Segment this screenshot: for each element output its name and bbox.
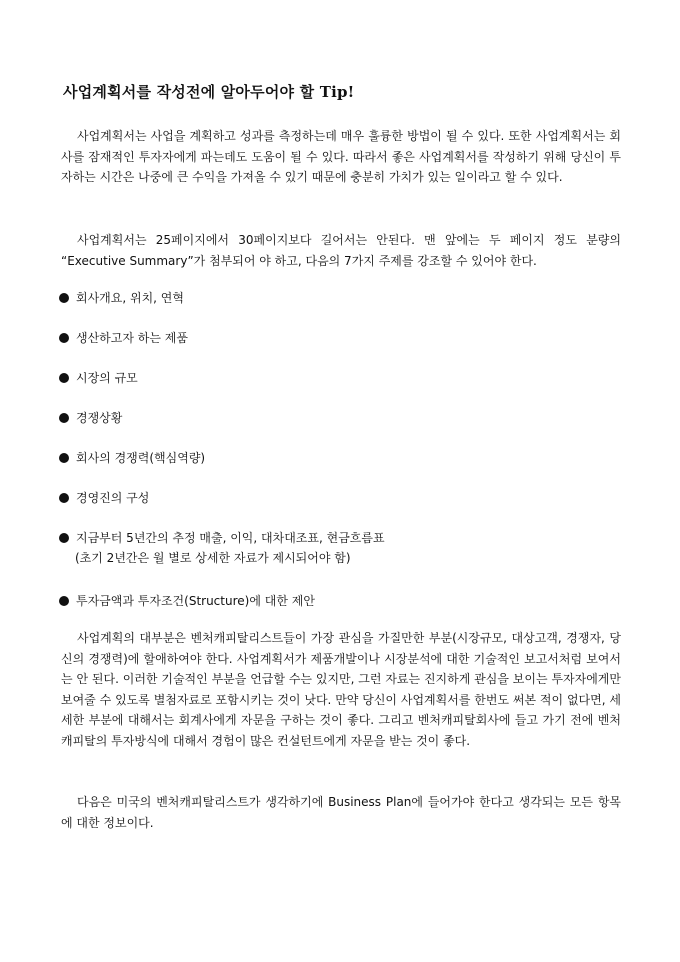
bullet-dot-icon (59, 453, 69, 463)
bullet-dot-icon (59, 413, 69, 423)
paragraph-focus-areas: 사업계획의 대부분은 벤처캐피탈리스트들이 가장 관심을 가질만한 부분(시장규모, 대상고객, 경쟁자, 당신의 경쟁력)에 할애하여야 한다. 사업계획서가 제품개발이나 시장분석에 대한 기술적인 보고서처럼 보여서는 안 된다. 이러한 기술적인 부분을 언급할 수는 있지만, 그런 자료는 진지하게 관심을 보이는 투자자에게만 보여줄 수 있도록 별첨자료로 포함시키는 것이 낫다. 만약 당신이 사업계획서를 한번도 써본 적이 없다면, 세세한 부분에 대해서는 회계사에게 자문을 구하는 것이 좋다. 그리고 벤처캐피탈회사에 들고 가기 전에 벤처캐피탈의 투자방식에 대해서 경험이 많은 컨설턴트에게 자문을 받는 것이 좋다. (61, 631, 621, 748)
bullet-text: 회사의 경쟁력(핵심역량) (76, 451, 206, 465)
bullet-dot-icon (59, 493, 69, 503)
paragraph-closing: 다음은 미국의 벤처캐피탈리스트가 생각하기에 Business Plan에 들어가야 한다고 생각되는 모든 항목에 대한 정보이다. (61, 795, 621, 830)
bullet-item (59, 368, 138, 388)
bullet-text: 회사개요, 위치, 연혁 (76, 291, 184, 305)
bullet-text: 경쟁상황 (76, 411, 123, 425)
bullet-item (59, 448, 205, 468)
bullet-dot-icon (59, 373, 69, 383)
bullet-text: 지금부터 5년간의 추정 매출, 이익, 대차대조표, 현금흐름표 (76, 531, 385, 545)
document-title: 사업계획서를 작성전에 알아두어야 할 Tip! (63, 83, 355, 101)
bullet-item (59, 328, 188, 348)
bullet-text: 생산하고자 하는 제품 (76, 331, 188, 345)
bullet-text: 시장의 규모 (76, 371, 138, 385)
bullet-item (59, 488, 149, 508)
bullet-dot-icon (59, 333, 69, 343)
paragraph-intro: 사업계획서는 사업을 계획하고 성과를 측정하는데 매우 훌륭한 방법이 될 수 있다. 또한 사업계획서는 회사를 잠재적인 투자자에게 파는데도 도움이 될 수 있다. 따라서 좋은 사업계획서를 작성하기 위해 당신이 투자하는 시간은 나중에 큰 수익을 가져올 수 있기 때문에 충분히 가치가 있는 일이라고 할 수 있다. (61, 129, 621, 184)
bullet-dot-icon (59, 293, 69, 303)
bullet-text: 경영진의 구성 (76, 491, 150, 505)
bullet-dot-icon (59, 596, 69, 606)
bullet-text: 투자금액과 투자조건(Structure)에 대한 제안 (76, 594, 315, 608)
paragraph-length-guidance: 사업계획서는 25페이지에서 30페이지보다 길어서는 안된다. 맨 앞에는 두 페이지 정도 분량의 “Executive Summary”가 첨부되어 야 하고, 다음의 7가지 주제를 강조할 수 있어야 한다. (61, 233, 621, 268)
bullet-dot-icon (59, 533, 69, 543)
bullet-item (59, 288, 184, 308)
bullet-item (59, 591, 315, 611)
bullet-subnote: (초기 2년간은 월 별로 상세한 자료가 제시되어야 함) (75, 551, 351, 565)
bullet-item (59, 528, 385, 568)
bullet-item (59, 408, 122, 428)
